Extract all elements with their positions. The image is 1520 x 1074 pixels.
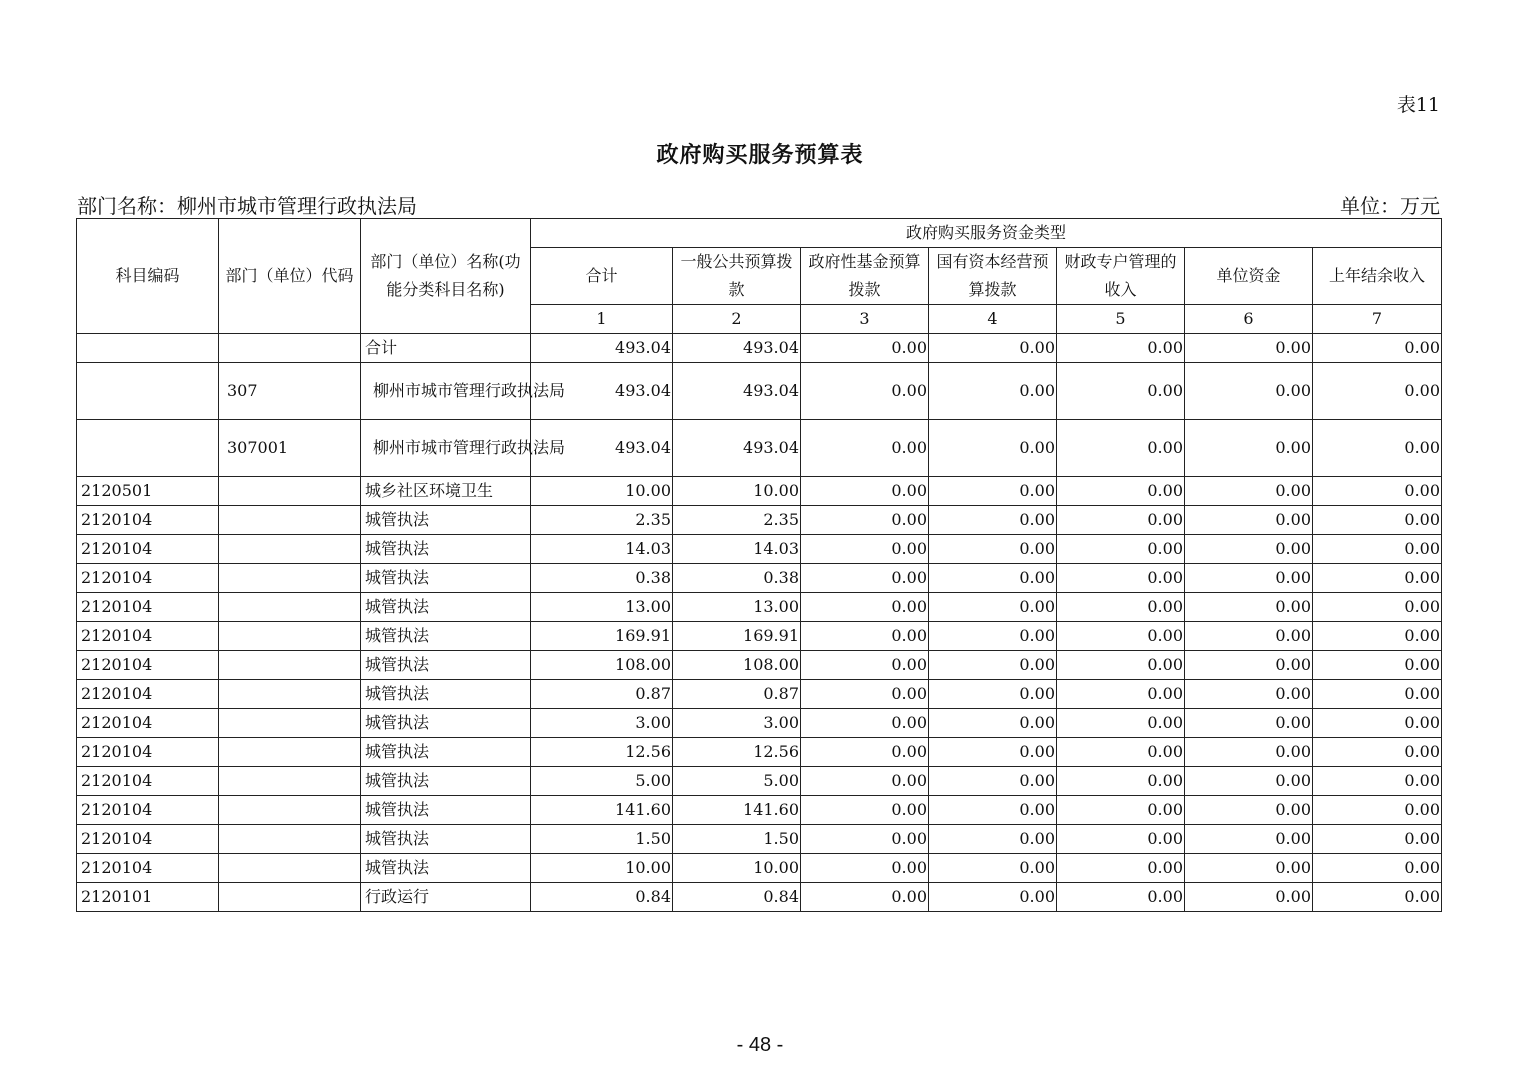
cell-amount: 0.00 — [1185, 651, 1313, 680]
table-row — [77, 564, 1442, 593]
header-col-number: 5 — [1057, 305, 1185, 334]
cell-amount: 493.04 — [531, 363, 673, 420]
cell-amount: 0.00 — [1057, 796, 1185, 825]
cell-amount: 0.00 — [1057, 709, 1185, 738]
cell-amount: 0.00 — [1057, 825, 1185, 854]
cell-amount: 0.00 — [1185, 420, 1313, 477]
cell-dept-name: 城管执法 — [361, 622, 531, 651]
cell-amount: 0.00 — [1057, 680, 1185, 709]
cell-amount: 10.00 — [531, 854, 673, 883]
cell-dept-code: 307001 — [219, 420, 361, 477]
header-col-gov-fund: 政府性基金预算拨款 — [801, 248, 929, 305]
cell-amount: 141.60 — [673, 796, 801, 825]
cell-subject-code: 2120104 — [77, 506, 219, 535]
table-row — [77, 477, 1442, 506]
cell-amount: 0.00 — [1057, 651, 1185, 680]
cell-amount: 0.00 — [801, 334, 929, 363]
cell-amount: 13.00 — [531, 593, 673, 622]
cell-amount: 0.00 — [801, 564, 929, 593]
cell-dept-name: 城管执法 — [361, 564, 531, 593]
cell-amount: 141.60 — [531, 796, 673, 825]
cell-dept-code — [219, 709, 361, 738]
header-col-number: 2 — [673, 305, 801, 334]
cell-amount: 2.35 — [531, 506, 673, 535]
cell-subject-code: 2120104 — [77, 680, 219, 709]
cell-amount: 493.04 — [531, 334, 673, 363]
cell-amount: 0.00 — [929, 825, 1057, 854]
cell-amount: 0.00 — [1057, 506, 1185, 535]
cell-subject-code: 2120101 — [77, 883, 219, 912]
cell-amount: 0.00 — [1185, 622, 1313, 651]
cell-amount: 0.00 — [1057, 738, 1185, 767]
cell-amount: 10.00 — [531, 477, 673, 506]
cell-amount: 12.56 — [531, 738, 673, 767]
cell-amount: 0.00 — [929, 593, 1057, 622]
cell-dept-code — [219, 825, 361, 854]
header-dept-name: 部门（单位）名称(功能分类科目名称) — [361, 219, 531, 334]
cell-subject-code: 2120104 — [77, 767, 219, 796]
cell-amount: 0.00 — [1185, 854, 1313, 883]
cell-amount: 2.35 — [673, 506, 801, 535]
cell-amount: 0.00 — [1313, 825, 1442, 854]
cell-dept-name: 城管执法 — [361, 506, 531, 535]
cell-dept-code — [219, 651, 361, 680]
cell-amount: 0.00 — [929, 796, 1057, 825]
cell-amount: 0.00 — [1313, 564, 1442, 593]
cell-amount: 0.00 — [1185, 506, 1313, 535]
cell-amount: 0.00 — [801, 622, 929, 651]
table-row — [77, 738, 1442, 767]
cell-subject-code: 2120104 — [77, 796, 219, 825]
cell-amount: 0.84 — [673, 883, 801, 912]
header-col-state-capital: 国有资本经营预算拨款 — [929, 248, 1057, 305]
cell-dept-code — [219, 854, 361, 883]
cell-amount: 108.00 — [531, 651, 673, 680]
cell-amount: 0.00 — [1185, 363, 1313, 420]
cell-amount: 493.04 — [673, 363, 801, 420]
cell-amount: 169.91 — [531, 622, 673, 651]
cell-amount: 0.00 — [1313, 420, 1442, 477]
cell-dept-name: 城管执法 — [361, 767, 531, 796]
header-col-number: 1 — [531, 305, 673, 334]
cell-amount: 0.00 — [1057, 622, 1185, 651]
cell-dept-code — [219, 767, 361, 796]
cell-dept-name: 行政运行 — [361, 883, 531, 912]
cell-subject-code — [77, 420, 219, 477]
table-row — [77, 535, 1442, 564]
cell-amount: 0.00 — [801, 854, 929, 883]
cell-dept-code — [219, 622, 361, 651]
cell-amount: 0.00 — [1185, 709, 1313, 738]
cell-dept-code — [219, 796, 361, 825]
cell-subject-code: 2120104 — [77, 825, 219, 854]
cell-amount: 0.00 — [1313, 680, 1442, 709]
cell-amount: 0.00 — [801, 651, 929, 680]
cell-subject-code — [77, 334, 219, 363]
cell-dept-name: 城管执法 — [361, 651, 531, 680]
cell-dept-code — [219, 477, 361, 506]
cell-amount: 0.00 — [1185, 825, 1313, 854]
cell-amount: 0.00 — [929, 738, 1057, 767]
cell-amount: 12.56 — [673, 738, 801, 767]
cell-amount: 5.00 — [531, 767, 673, 796]
table-row — [77, 593, 1442, 622]
header-fund-type: 政府购买服务资金类型 — [531, 219, 1442, 248]
cell-dept-name: 柳州市城市管理行政执法局 — [361, 420, 531, 477]
cell-amount: 0.00 — [801, 680, 929, 709]
cell-dept-code: 307 — [219, 363, 361, 420]
cell-amount: 0.00 — [801, 709, 929, 738]
cell-amount: 0.00 — [1057, 477, 1185, 506]
table-row — [77, 767, 1442, 796]
cell-dept-code — [219, 535, 361, 564]
cell-dept-code — [219, 564, 361, 593]
cell-amount: 0.00 — [1057, 883, 1185, 912]
cell-amount: 0.00 — [801, 477, 929, 506]
cell-amount: 0.00 — [1057, 767, 1185, 796]
cell-amount: 0.00 — [1057, 334, 1185, 363]
cell-amount: 0.00 — [929, 709, 1057, 738]
table-row — [77, 622, 1442, 651]
cell-subject-code: 2120501 — [77, 477, 219, 506]
header-dept-code: 部门（单位）代码 — [219, 219, 361, 334]
cell-amount: 5.00 — [673, 767, 801, 796]
cell-amount: 10.00 — [673, 854, 801, 883]
cell-subject-code: 2120104 — [77, 854, 219, 883]
cell-amount: 493.04 — [673, 334, 801, 363]
cell-amount: 0.00 — [1313, 622, 1442, 651]
cell-amount: 0.87 — [531, 680, 673, 709]
table-row — [77, 506, 1442, 535]
cell-amount: 0.00 — [1057, 363, 1185, 420]
cell-subject-code: 2120104 — [77, 593, 219, 622]
header-col-total: 合计 — [531, 248, 673, 305]
cell-amount: 0.00 — [1057, 420, 1185, 477]
cell-amount: 0.00 — [929, 535, 1057, 564]
cell-amount: 0.00 — [929, 363, 1057, 420]
cell-amount: 0.00 — [801, 767, 929, 796]
cell-amount: 0.00 — [1313, 854, 1442, 883]
cell-dept-name: 城管执法 — [361, 738, 531, 767]
table-row — [77, 796, 1442, 825]
cell-amount: 0.00 — [801, 420, 929, 477]
cell-amount: 0.00 — [929, 334, 1057, 363]
cell-amount: 0.00 — [801, 535, 929, 564]
cell-dept-name: 城管执法 — [361, 535, 531, 564]
cell-amount: 3.00 — [531, 709, 673, 738]
department-label: 部门名称：柳州市城市管理行政执法局 — [77, 194, 417, 218]
cell-amount: 0.00 — [1185, 564, 1313, 593]
page-number: - 48 - — [736, 1034, 784, 1056]
cell-amount: 0.38 — [531, 564, 673, 593]
cell-amount: 14.03 — [531, 535, 673, 564]
table-row — [77, 883, 1442, 912]
cell-dept-name: 城管执法 — [361, 825, 531, 854]
cell-amount: 0.00 — [929, 651, 1057, 680]
cell-amount: 0.00 — [801, 883, 929, 912]
cell-amount: 493.04 — [673, 420, 801, 477]
table-row — [77, 709, 1442, 738]
header-col-prior-balance: 上年结余收入 — [1313, 248, 1442, 305]
cell-amount: 13.00 — [673, 593, 801, 622]
cell-subject-code: 2120104 — [77, 622, 219, 651]
cell-amount: 0.00 — [1313, 506, 1442, 535]
cell-amount: 0.00 — [1185, 680, 1313, 709]
header-col-general-budget: 一般公共预算拨款 — [673, 248, 801, 305]
cell-amount: 0.00 — [1313, 883, 1442, 912]
cell-dept-name: 城乡社区环境卫生 — [361, 477, 531, 506]
cell-amount: 0.00 — [929, 680, 1057, 709]
cell-amount: 0.38 — [673, 564, 801, 593]
cell-amount: 0.00 — [1185, 767, 1313, 796]
cell-amount: 0.00 — [929, 854, 1057, 883]
cell-amount: 0.00 — [1313, 796, 1442, 825]
cell-amount: 10.00 — [673, 477, 801, 506]
cell-amount: 0.00 — [929, 622, 1057, 651]
header-col-number: 4 — [929, 305, 1057, 334]
cell-amount: 3.00 — [673, 709, 801, 738]
cell-amount: 0.00 — [1185, 796, 1313, 825]
cell-dept-code — [219, 738, 361, 767]
cell-amount: 0.00 — [1313, 477, 1442, 506]
cell-amount: 1.50 — [531, 825, 673, 854]
cell-amount: 0.00 — [1057, 593, 1185, 622]
cell-subject-code: 2120104 — [77, 709, 219, 738]
cell-subject-code — [77, 363, 219, 420]
cell-amount: 0.00 — [1185, 593, 1313, 622]
cell-amount: 0.00 — [801, 738, 929, 767]
cell-amount: 0.00 — [1313, 363, 1442, 420]
cell-amount: 0.00 — [929, 564, 1057, 593]
cell-dept-name: 城管执法 — [361, 593, 531, 622]
cell-amount: 0.00 — [1057, 854, 1185, 883]
table-row — [77, 680, 1442, 709]
cell-subject-code: 2120104 — [77, 651, 219, 680]
cell-amount: 0.00 — [929, 767, 1057, 796]
header-col-number: 6 — [1185, 305, 1313, 334]
cell-amount: 108.00 — [673, 651, 801, 680]
cell-amount: 493.04 — [531, 420, 673, 477]
cell-dept-code — [219, 593, 361, 622]
cell-amount: 0.00 — [1185, 738, 1313, 767]
table-row — [77, 334, 1442, 363]
cell-amount: 0.00 — [1313, 738, 1442, 767]
table-row — [77, 854, 1442, 883]
cell-amount: 0.00 — [1057, 564, 1185, 593]
cell-amount: 0.84 — [531, 883, 673, 912]
cell-amount: 0.87 — [673, 680, 801, 709]
cell-amount: 0.00 — [1313, 535, 1442, 564]
cell-amount: 0.00 — [801, 796, 929, 825]
cell-amount: 0.00 — [929, 883, 1057, 912]
header-col-number: 3 — [801, 305, 929, 334]
cell-subject-code: 2120104 — [77, 564, 219, 593]
header-col-number: 7 — [1313, 305, 1442, 334]
cell-amount: 0.00 — [1313, 767, 1442, 796]
cell-amount: 0.00 — [929, 506, 1057, 535]
table-row — [77, 825, 1442, 854]
cell-subject-code: 2120104 — [77, 738, 219, 767]
cell-amount: 1.50 — [673, 825, 801, 854]
cell-dept-code — [219, 883, 361, 912]
header-col-special-account: 财政专户管理的收入 — [1057, 248, 1185, 305]
cell-amount: 0.00 — [1185, 477, 1313, 506]
budget-table — [76, 218, 1442, 912]
cell-amount: 0.00 — [1185, 334, 1313, 363]
header-col-unit-funds: 单位资金 — [1185, 248, 1313, 305]
cell-dept-code — [219, 506, 361, 535]
table-row — [77, 363, 1442, 420]
cell-amount: 0.00 — [801, 593, 929, 622]
cell-amount: 0.00 — [929, 477, 1057, 506]
cell-amount: 0.00 — [1185, 535, 1313, 564]
cell-amount: 0.00 — [1313, 334, 1442, 363]
cell-amount: 0.00 — [1185, 883, 1313, 912]
cell-dept-name: 城管执法 — [361, 796, 531, 825]
cell-dept-name: 城管执法 — [361, 854, 531, 883]
page-title: 政府购买服务预算表 — [656, 142, 864, 168]
table-row — [77, 651, 1442, 680]
cell-amount: 0.00 — [1313, 651, 1442, 680]
cell-amount: 14.03 — [673, 535, 801, 564]
table-row — [77, 420, 1442, 477]
cell-amount: 0.00 — [929, 420, 1057, 477]
cell-amount: 0.00 — [1313, 593, 1442, 622]
cell-amount: 0.00 — [1057, 535, 1185, 564]
cell-dept-name: 城管执法 — [361, 680, 531, 709]
cell-dept-name: 城管执法 — [361, 709, 531, 738]
header-subject-code: 科目编码 — [77, 219, 219, 334]
cell-amount: 0.00 — [801, 363, 929, 420]
table-number: 表11 — [1396, 94, 1440, 116]
cell-subject-code: 2120104 — [77, 535, 219, 564]
cell-amount: 0.00 — [1313, 709, 1442, 738]
unit-label: 单位：万元 — [1340, 194, 1440, 218]
cell-amount: 0.00 — [801, 825, 929, 854]
cell-dept-name: 柳州市城市管理行政执法局 — [361, 363, 531, 420]
cell-amount: 169.91 — [673, 622, 801, 651]
cell-amount: 0.00 — [801, 506, 929, 535]
table-body — [77, 334, 1442, 912]
cell-dept-name: 合计 — [361, 334, 531, 363]
cell-dept-code — [219, 680, 361, 709]
cell-dept-code — [219, 334, 361, 363]
